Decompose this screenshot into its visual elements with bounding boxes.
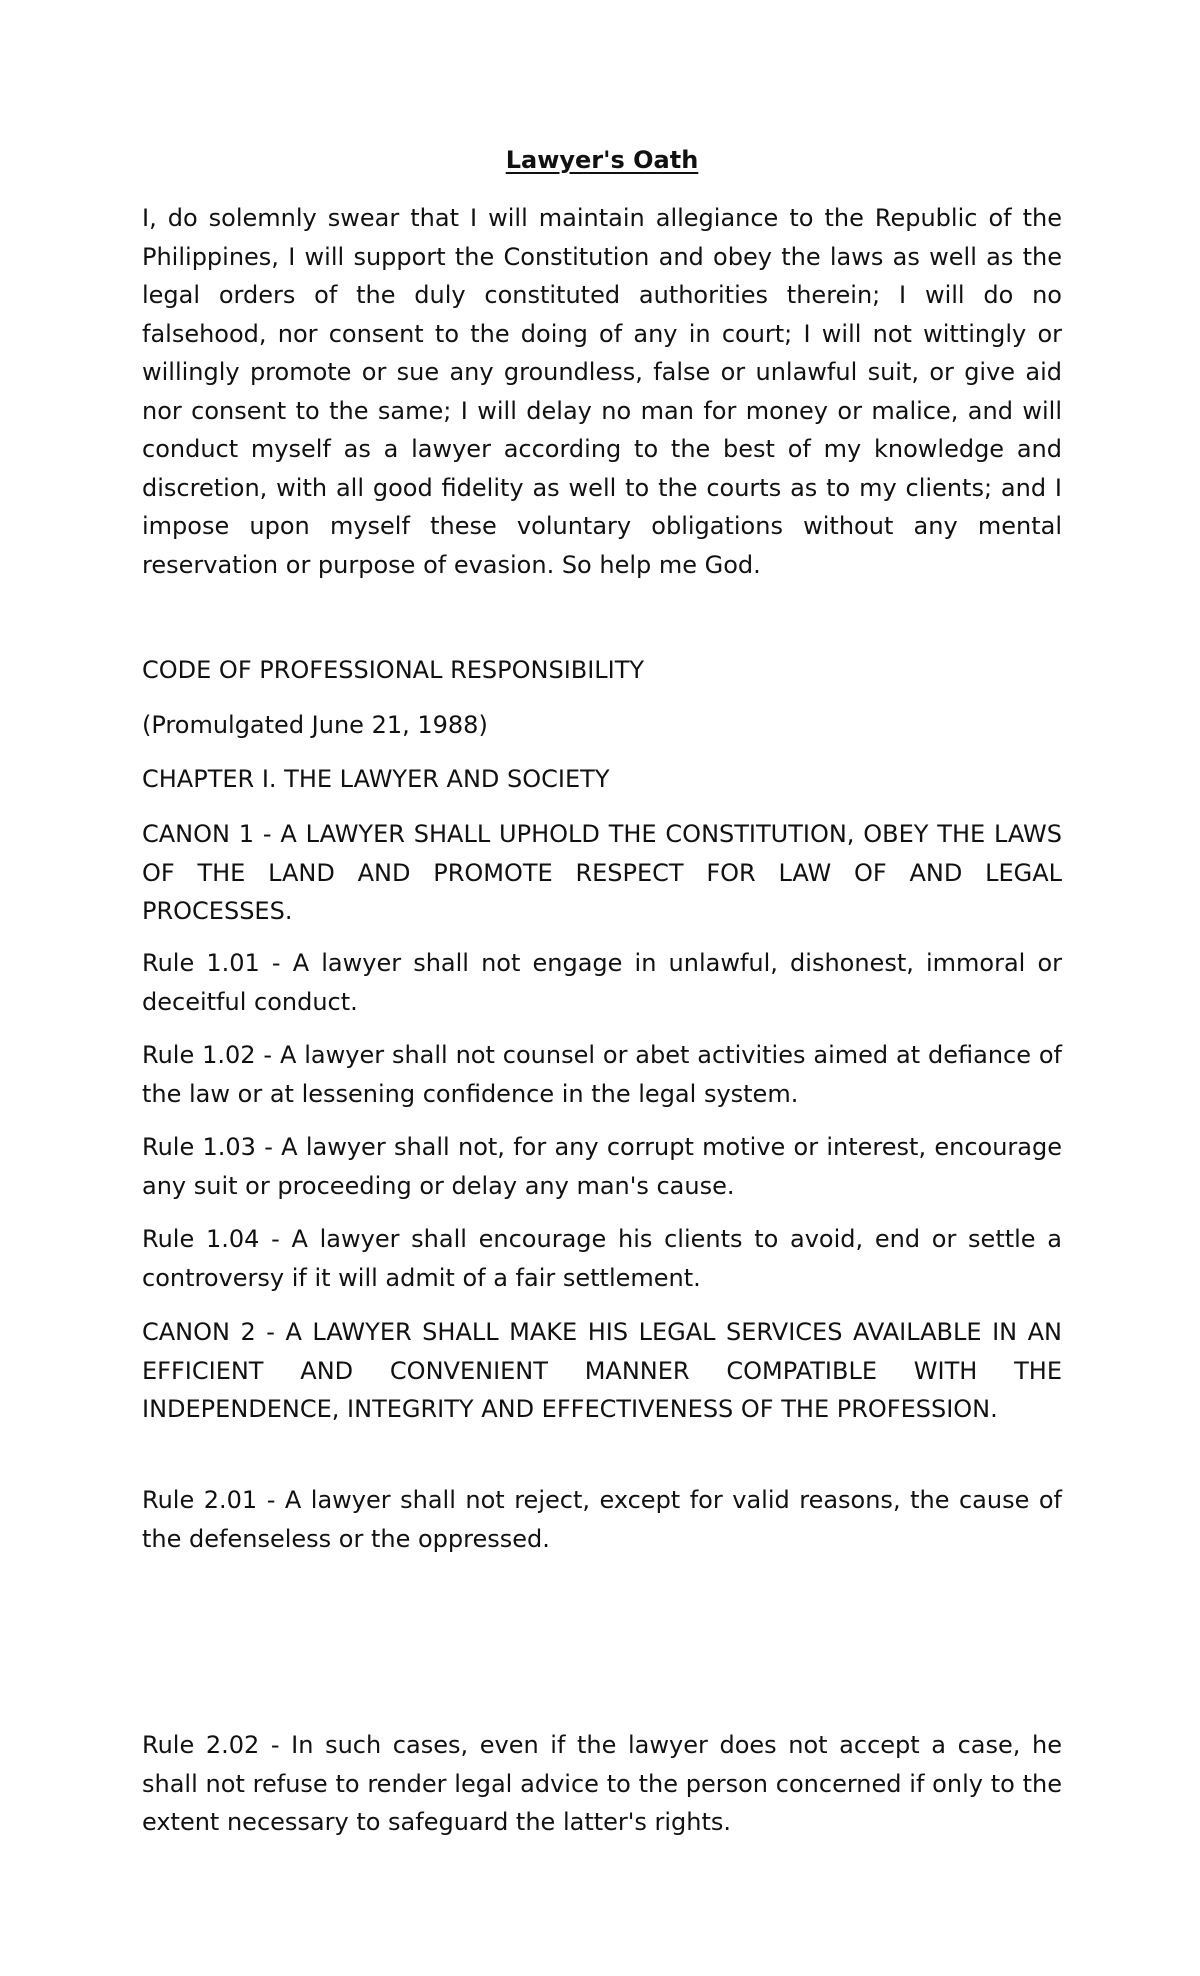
oath-text: I, do solemnly swear that I will maintain allegiance to the Republic of the Philippines, I will support the Constitution and obey the laws as well as the legal orders of the duly constituted authorities therein; I will do no falsehood, nor consent to the doing of any in court; I will not wittingly or willingly promote or sue any groundless, false or unlawful suit, or give aid nor consent to the same; I will delay no man for money or malice, and will conduct myself as a lawyer according to the best of my knowledge and discretion, with all good fidelity as well to the courts as to my clients; and I impose upon myself these voluntary obligations without any mental reservation or purpose of evasion. So help me God. [142,204,1062,579]
code-heading: CODE OF PROFESSIONAL RESPONSIBILITY [142,656,645,684]
rule-2-02: Rule 2.02 - In such cases, even if the lawyer does not accept a case, he shall not refuse to render legal advice to the person concerned if only to the extent necessary to safeguard the latter's rights. [142,1731,1062,1836]
rule-1-02: Rule 1.02 - A lawyer shall not counsel or abet activities aimed at defiance of the law or at lessening confidence in the legal system. [142,1041,1062,1108]
rule-1-03: Rule 1.03 - A lawyer shall not, for any corrupt motive or interest, encourage any suit or proceeding or delay any man's cause. [142,1133,1062,1200]
promulgation-date: (Promulgated June 21, 1988) [142,711,488,739]
rule-1-04: Rule 1.04 - A lawyer shall encourage his clients to avoid, end or settle a controversy if it will admit of a fair settlement. [142,1225,1062,1292]
rule-2-01: Rule 2.01 - A lawyer shall not reject, except for valid reasons, the cause of the defenseless or the oppressed. [142,1486,1062,1553]
oath-title: Lawyer's Oath [505,146,699,174]
chapter-heading: CHAPTER I. THE LAWYER AND SOCIETY [142,765,610,793]
canon-2: CANON 2 - A LAWYER SHALL MAKE HIS LEGAL SERVICES AVAILABLE IN AN EFFICIENT AND CONVENIENT MANNER COMPATIBLE WITH THE INDEPENDENCE, INTEGRITY AND EFFECTIVENESS OF THE PROFESSION. [142,1318,1062,1423]
canon-1: CANON 1 - A LAWYER SHALL UPHOLD THE CONSTITUTION, OBEY THE LAWS OF THE LAND AND PROMOTE RESPECT FOR LAW OF AND LEGAL PROCESSES. [142,820,1062,925]
rule-1-01: Rule 1.01 - A lawyer shall not engage in unlawful, dishonest, immoral or deceitful conduct. [142,949,1062,1016]
